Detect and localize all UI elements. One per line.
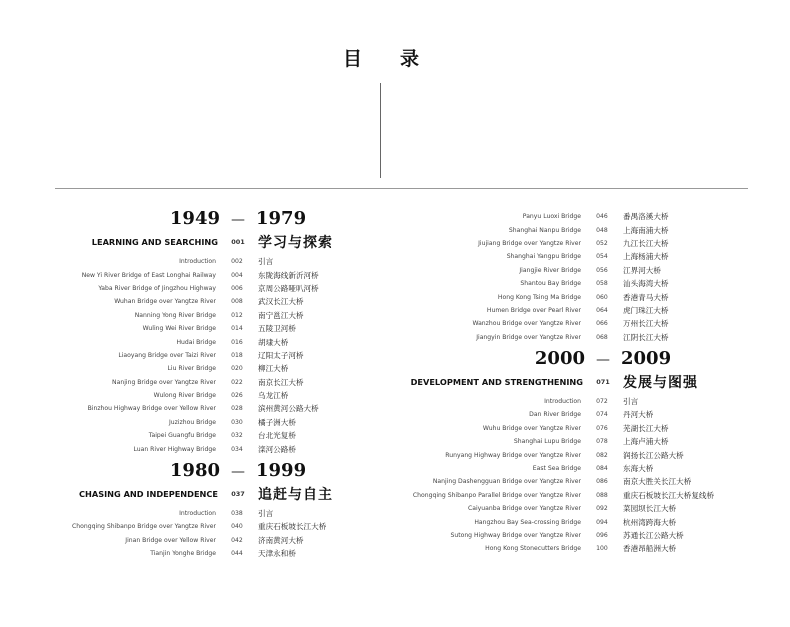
era-start-year: 1949 (169, 208, 220, 229)
toc-entry[interactable] (40, 335, 390, 348)
toc-entry[interactable] (405, 542, 755, 555)
entry-title-zh: 辽阳太子河桥 (258, 350, 304, 360)
era-heading (40, 460, 390, 484)
toc-entry[interactable] (40, 362, 390, 375)
entry-page: 068 (596, 333, 608, 341)
toc-entry[interactable] (405, 210, 755, 223)
entry-title-zh: 万州长江大桥 (623, 319, 669, 329)
entry-title-zh: 重庆石板坡长江大桥 (258, 522, 327, 532)
toc-entry[interactable] (40, 507, 390, 520)
section-title-zh: 发展与图强 (623, 374, 698, 391)
entry-title-en: Chongqing Shibanpo Bridge over Yangtze River (72, 523, 216, 531)
entry-page: 096 (596, 532, 608, 539)
toc-entry[interactable] (405, 395, 755, 408)
entry-title-zh: 京周公路哑叭河桥 (258, 283, 319, 293)
entry-page: 066 (596, 320, 608, 328)
entry-title-en: Chongqing Shibanpo Parallel Bridge over Yangtze River (412, 491, 581, 499)
entry-title-en: Nanjing Dashengguan Bridge over Yangtze River (432, 478, 581, 486)
toc-entry[interactable] (40, 282, 390, 295)
entry-title-en: Luan River Highway Bridge (133, 445, 216, 453)
toc-entry[interactable] (405, 408, 755, 421)
entry-title-zh: 江界河大桥 (623, 265, 661, 275)
section-title-zh: 学习与探索 (258, 235, 333, 251)
section-heading[interactable] (405, 372, 755, 392)
entry-page: 094 (596, 518, 608, 526)
entry-title-zh: 武汉长江大桥 (258, 297, 304, 307)
entry-title-en: Binzhou Highway Bridge over Yellow River (87, 405, 216, 413)
entry-title-en: Jiangyin Bridge over Yangtze River (476, 333, 581, 341)
entry-title-zh: 汕头海湾大桥 (623, 279, 669, 289)
era-heading (40, 208, 390, 232)
entry-title-en: Liu River Bridge (167, 365, 216, 373)
section-page: 071 (596, 377, 610, 386)
entry-page: 026 (231, 392, 243, 400)
toc-entry[interactable] (40, 295, 390, 308)
toc-entry[interactable] (40, 429, 390, 442)
entry-title-en: Wulong River Bridge (153, 392, 216, 400)
entry-title-zh: 虎门珠江大桥 (623, 305, 669, 315)
entry-title-en: Shanghai Yangpu Bridge (506, 253, 581, 261)
entry-title-zh: 香港青马大桥 (623, 292, 669, 302)
entry-title-en: Hong Kong Stonecutters Bridge (485, 545, 581, 553)
entry-title-en: Taipei Guangfu Bridge (148, 432, 216, 440)
entry-page: 072 (596, 398, 608, 406)
toc-entry[interactable] (405, 448, 755, 461)
entry-page: 022 (231, 378, 243, 386)
entry-page: 002 (231, 258, 243, 266)
toc-entry[interactable] (405, 462, 755, 475)
toc-list (40, 507, 390, 561)
title-char-1: 目 (343, 48, 365, 70)
entry-page: 048 (596, 226, 608, 234)
entry-title-zh: 胡埭大桥 (258, 337, 289, 347)
entry-title-en: Wanzhou Bridge over Yangtze River (472, 320, 581, 328)
toc-entry[interactable] (40, 255, 390, 268)
toc-entry[interactable] (405, 250, 755, 263)
entry-page: 016 (231, 338, 243, 346)
entry-title-en: Dan River Bridge (529, 411, 581, 419)
entry-page: 038 (231, 510, 243, 518)
entry-title-zh: 南京大胜关长江大桥 (623, 477, 692, 487)
era-heading (405, 348, 755, 372)
entry-page: 014 (231, 325, 243, 333)
entry-title-zh: 柳江大桥 (258, 364, 289, 374)
entry-title-zh: 香港昂船洲大桥 (623, 544, 677, 554)
entry-page: 018 (231, 351, 243, 359)
toc-entry[interactable] (40, 268, 390, 281)
toc-entry[interactable] (405, 237, 755, 250)
toc-entry[interactable] (40, 402, 390, 415)
entry-title-en: Humen Bridge over Pearl River (486, 306, 581, 314)
toc-entry[interactable] (40, 416, 390, 429)
toc-list (405, 395, 755, 556)
entry-title-zh: 台北光复桥 (258, 431, 296, 441)
entry-title-zh: 东海大桥 (623, 464, 654, 474)
entry-page: 028 (231, 405, 243, 413)
entry-page: 054 (596, 253, 608, 261)
entry-title-en: Jinan Bridge over Yellow River (125, 536, 216, 544)
entry-page: 006 (231, 284, 243, 292)
entry-title-en: Yaba River Bridge of Jingzhou Highway (98, 284, 216, 292)
entry-page: 052 (596, 239, 608, 247)
toc-entry[interactable] (405, 304, 755, 317)
entry-title-zh: 杭州湾跨海大桥 (623, 517, 677, 527)
toc-entry[interactable] (40, 520, 390, 533)
section-title-en: LEARNING AND SEARCHING (91, 237, 218, 247)
toc-right-column (405, 210, 755, 556)
entry-title-en: Introduction (544, 398, 581, 406)
entry-title-en: East Sea Bridge (532, 465, 581, 473)
toc-entry[interactable] (40, 349, 390, 362)
entry-title-zh: 济南黄河大桥 (258, 535, 304, 545)
entry-page: 034 (231, 445, 243, 453)
toc-entry[interactable] (405, 502, 755, 515)
entry-page: 012 (231, 311, 243, 319)
page-title (343, 44, 421, 71)
entry-title-en: Wuhan Bridge over Yangtze River (114, 298, 216, 306)
entry-page: 056 (596, 266, 608, 274)
toc-entry[interactable] (40, 442, 390, 455)
entry-title-zh: 芜湖长江大桥 (623, 423, 669, 433)
era-dash: — (231, 212, 245, 228)
entry-title-en: Jiujiang Bridge over Yangtze River (478, 239, 581, 247)
entry-title-zh: 润扬长江公路大桥 (623, 450, 684, 460)
toc-entry[interactable] (405, 422, 755, 435)
entry-title-en: Hong Kong Tsing Ma Bridge (497, 293, 581, 301)
entry-title-en: Nanning Yong River Bridge (134, 311, 216, 319)
entry-page: 092 (596, 505, 608, 513)
entry-title-zh: 苏通长江公路大桥 (623, 531, 684, 540)
section-page: 037 (231, 489, 245, 498)
toc-list (405, 210, 755, 344)
entry-title-zh: 上海卢浦大桥 (623, 437, 669, 447)
entry-title-zh: 上海杨浦大桥 (623, 252, 669, 262)
toc-entry[interactable] (405, 277, 755, 290)
entry-title-zh: 菜园坝长江大桥 (623, 504, 677, 514)
entry-page: 060 (596, 293, 608, 301)
toc-entry[interactable] (405, 515, 755, 528)
entry-title-zh: 天津永和桥 (258, 549, 296, 559)
entry-title-zh: 东陇海线新沂河桥 (258, 270, 319, 280)
toc-entry[interactable] (405, 317, 755, 330)
entry-title-en: Hangzhou Bay Sea-crossing Bridge (474, 518, 581, 526)
entry-page: 042 (231, 536, 243, 544)
entry-title-en: Jiangjie River Bridge (519, 266, 581, 274)
entry-title-en: Nanjing Bridge over Yangtze River (112, 378, 216, 386)
entry-page: 030 (231, 418, 243, 426)
entry-title-en: New Yi River Bridge of East Longhai Railway (81, 271, 216, 279)
era-end-year: 1979 (256, 208, 307, 229)
entry-title-en: Panyu Luoxi Bridge (522, 213, 581, 221)
entry-page: 008 (231, 298, 243, 306)
era-start-year: 1980 (169, 459, 220, 481)
entry-title-zh: 江阴长江大桥 (623, 332, 669, 342)
toc-entry[interactable] (405, 264, 755, 277)
toc-entry[interactable] (40, 547, 390, 560)
toc-entry[interactable] (40, 534, 390, 547)
entry-title-en: Wuling Wei River Bridge (142, 325, 216, 333)
entry-title-zh: 滨州黄河公路大桥 (258, 404, 319, 414)
entry-title-en: Wuhu Bridge over Yangtze River (482, 424, 581, 432)
section-title-zh: 追赶与自主 (258, 486, 333, 503)
entry-title-zh: 乌龙江桥 (258, 391, 289, 401)
entry-page: 100 (596, 545, 608, 553)
section-page: 001 (231, 238, 245, 246)
entry-page: 040 (231, 523, 243, 531)
toc-entry[interactable] (40, 376, 390, 389)
entry-title-zh: 南京长江大桥 (258, 377, 304, 387)
entry-title-en: Shanghai Lupu Bridge (513, 438, 581, 446)
entry-page: 088 (596, 491, 608, 499)
entry-page: 046 (596, 213, 608, 221)
entry-title-en: Liaoyang Bridge over Taizi River (118, 351, 216, 359)
entry-page: 074 (596, 411, 608, 419)
toc-entry[interactable] (405, 489, 755, 502)
toc-entry[interactable] (405, 475, 755, 488)
entry-page: 076 (596, 424, 608, 432)
section-heading[interactable] (40, 484, 390, 504)
entry-page: 084 (596, 465, 608, 473)
entry-title-en: Tianjin Yonghe Bridge (150, 550, 216, 558)
section-heading[interactable] (40, 232, 390, 252)
entry-title-en: Hudai Bridge (176, 338, 216, 346)
entry-page: 004 (231, 271, 243, 279)
entry-page: 044 (231, 550, 243, 558)
toc-entry[interactable] (40, 309, 390, 322)
section-title-en: DEVELOPMENT AND STRENGTHENING (410, 376, 583, 387)
entry-page: 020 (231, 365, 243, 373)
era-end-year: 1999 (256, 459, 307, 481)
era-dash: — (596, 351, 610, 368)
toc-entry[interactable] (405, 290, 755, 303)
entry-title-zh: 滦河公路桥 (258, 444, 296, 454)
toc-entry[interactable] (40, 389, 390, 402)
toc-entry[interactable] (405, 223, 755, 236)
entry-title-zh: 五陵卫河桥 (258, 324, 296, 334)
entry-title-en: Sutong Highway Bridge over Yangtze River (450, 532, 581, 539)
entry-title-en: Runyang Highway Bridge over Yangtze River (445, 451, 581, 459)
entry-title-en: Juzizhou Bridge (168, 418, 216, 426)
entry-title-en: Introduction (179, 258, 216, 266)
entry-page: 082 (596, 451, 608, 459)
entry-page: 086 (596, 478, 608, 486)
entry-title-en: Shanghai Nanpu Bridge (508, 226, 581, 234)
entry-title-zh: 九江长江大桥 (623, 238, 669, 248)
entry-title-en: Shantou Bay Bridge (520, 280, 581, 288)
entry-title-zh: 引言 (258, 509, 274, 519)
section-title-en: CHASING AND INDEPENDENCE (79, 488, 218, 499)
entry-title-zh: 南宁邕江大桥 (258, 310, 304, 320)
entry-title-zh: 上海南浦大桥 (623, 225, 669, 235)
era-end-year: 2009 (621, 347, 672, 369)
era-start-year: 2000 (534, 347, 585, 369)
toc-entry[interactable] (405, 529, 755, 542)
entry-page: 032 (231, 432, 243, 440)
entry-page: 078 (596, 438, 608, 446)
entry-title-en: Introduction (179, 510, 216, 518)
entry-page: 064 (596, 306, 608, 314)
toc-left-column (40, 208, 390, 560)
entry-title-zh: 橘子洲大桥 (258, 417, 296, 427)
toc-entry[interactable] (40, 322, 390, 335)
horizontal-divider (55, 188, 748, 189)
entry-title-zh: 引言 (258, 257, 274, 267)
entry-page: 058 (596, 280, 608, 288)
entry-title-en: Caiyuanba Bridge over Yangtze River (467, 505, 581, 513)
vertical-divider (380, 83, 381, 178)
title-char-2: 录 (400, 48, 422, 70)
toc-entry[interactable] (405, 435, 755, 448)
era-dash: — (231, 463, 245, 480)
entry-title-zh: 引言 (623, 397, 639, 407)
entry-title-zh: 番禺洛溪大桥 (623, 212, 669, 222)
entry-title-zh: 丹河大桥 (623, 410, 654, 420)
entry-title-zh: 重庆石板坡长江大桥复线桥 (623, 490, 715, 500)
toc-list (40, 255, 390, 456)
toc-entry[interactable] (405, 331, 755, 344)
